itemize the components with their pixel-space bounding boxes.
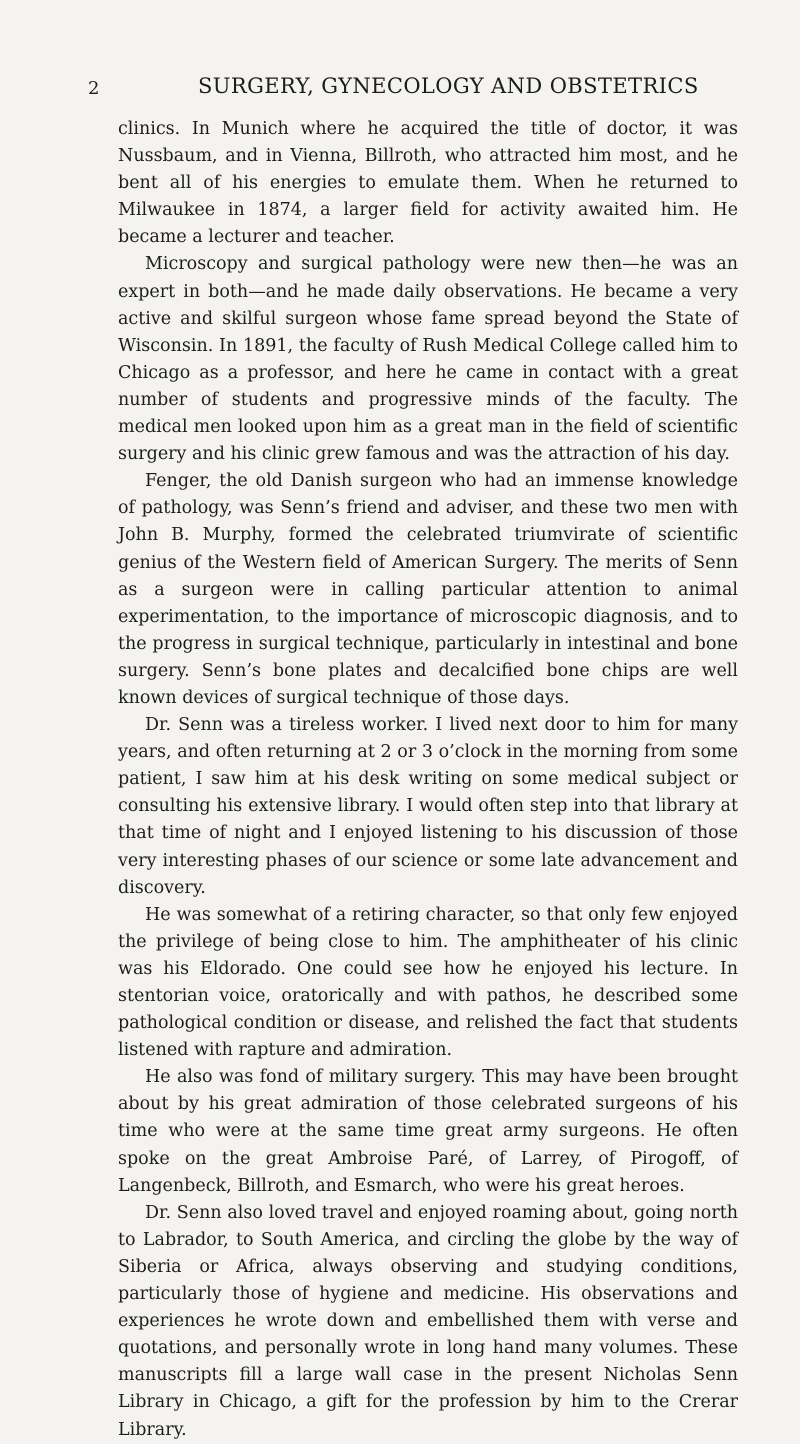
paragraph: clinics. In Munich where he acquired the title of doctor, it was Nussbaum, and in Vienna, Billroth, who attracted him most, and he bent all of his energies to emulate them. When he returned to Milwaukee in 1874, a larger field for activity awaited him. He became a lecturer and teacher. — [118, 119, 738, 248]
paragraph: Fenger, the old Danish surgeon who had an immense knowledge of pathology, was Senn’s friend and adviser, and these two men with John B. Murphy, formed the celebrated triumvirate of scientific genius of the Western field of American Surgery. The merits of Senn as a surgeon were in calling particular attention to animal experimentation, to the importance of microscopic diagnosis, and to the progress in surgical technique, particularly in intestinal and bone surgery. Senn’s bone plates and decalcified bone chips are well known devices of surgical technique of those days. — [118, 471, 738, 708]
page-header — [88, 74, 758, 108]
body-text — [118, 116, 738, 1444]
paragraph: He also was fond of military surgery. This may have been brought about by his great admiration of those celebrated surgeons of his time who were at the same time great army surgeons. He often spoke on the great Ambroise Paré, of Larrey, of Pirogoff, of Langenbeck, Billroth, and Esmarch, who were his great heroes. — [118, 1067, 738, 1196]
paragraph: He was somewhat of a retiring character, so that only few enjoyed the privilege of being close to him. The amphitheater of his clinic was his Eldorado. One could see how he enjoyed his lecture. In stentorian voice, oratorically and with pathos, he described some pathological condition or disease, and relished the fact that students listened with rapture and admiration. — [118, 904, 738, 1061]
page-number: 2 — [88, 78, 100, 99]
running-title: SURGERY, GYNECOLOGY AND OBSTETRICS — [198, 74, 699, 98]
paragraph: Microscopy and surgical pathology were new then—he was an expert in both—and he made daily observations. He became a very active and skilful surgeon whose fame spread beyond the State of Wisconsin. In 1891, the faculty of Rush Medical College called him to Chicago as a professor, and here he came in contact with a great number of students and progressive minds of the faculty. The medical men looked upon him as a great man in the field of scientific surgery and his clinic grew famous and was the attraction of his day. — [118, 254, 738, 465]
paragraph: Dr. Senn also loved travel and enjoyed roaming about, going north to Labrador, to South America, and circling the globe by the way of Siberia or Africa, always observing and studying conditions, particularly those of hygiene and medicine. His observations and experiences he wrote down and embellished them with verse and quotations, and personally wrote in long hand many volumes. These manuscripts fill a large wall case in the present Nicholas Senn Library in Chicago, a gift for the profession by him to the Crerar Library. — [118, 1202, 738, 1440]
paragraph: Dr. Senn was a tireless worker. I lived next door to him for many years, and often returning at 2 or 3 o’clock in the morning from some patient, I saw him at his desk writing on some medical subject or consulting his extensive library. I would often step into that library at that time of night and I enjoyed listening to his discussion of those very interesting phases of our science or some late advancement and discovery. — [118, 715, 738, 898]
